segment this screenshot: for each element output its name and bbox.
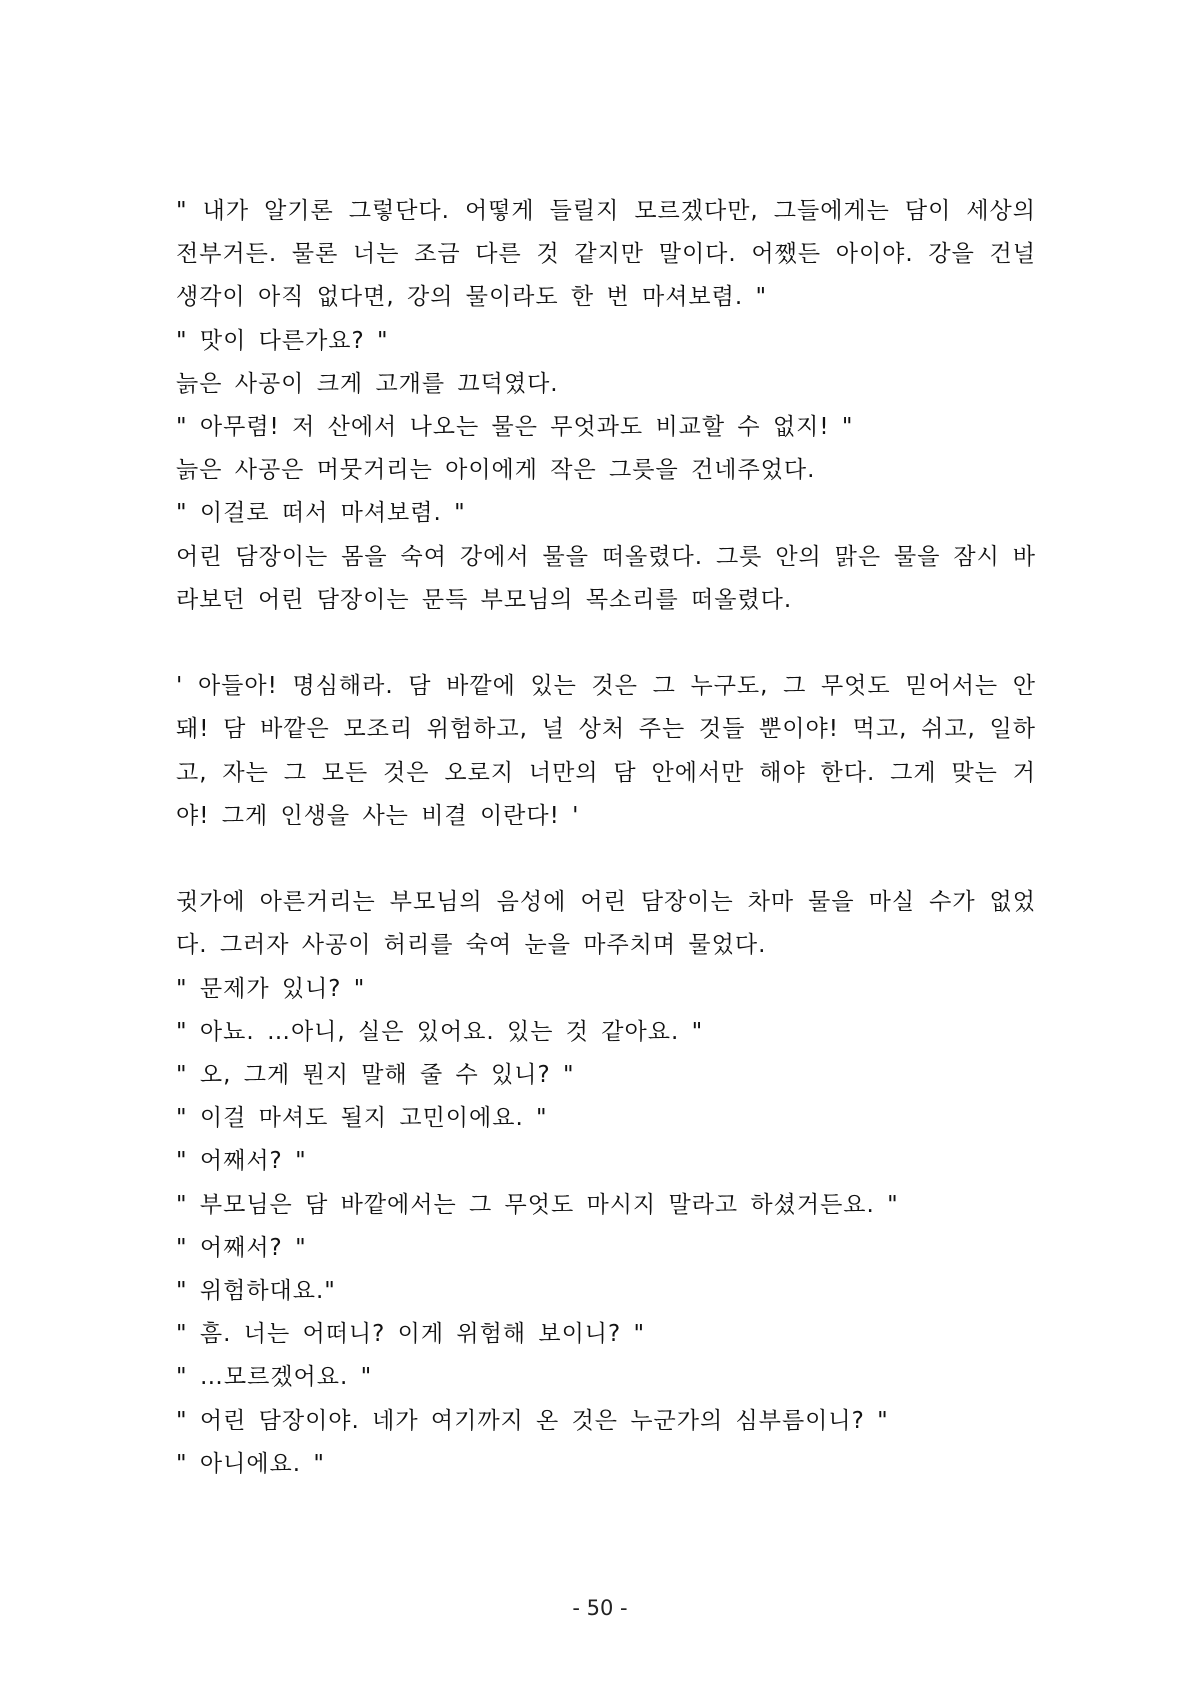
paragraph-5: 늙은 사공은 머뭇거리는 아이에게 작은 그릇을 건네주었다. <box>176 457 816 484</box>
blank-line <box>176 838 1036 881</box>
paragraph-15: " 이걸 마셔도 될지 고민이에요. " <box>176 1105 548 1132</box>
paragraph-22: " 어린 담장이야. 네가 여기까지 온 것은 누군가의 심부름이니? " <box>176 1407 889 1434</box>
paragraph-23: " 아니에요. " <box>176 1450 325 1477</box>
paragraph-4: " 아무렴! 저 산에서 나오는 물은 무엇과도 비교할 수 없지! " <box>176 414 854 441</box>
paragraph-2: " 맛이 다른가요? " <box>176 327 389 354</box>
paragraph-7: 어린 담장이는 몸을 숙여 강에서 물을 떠올렸다. 그릇 안의 맑은 물을 잠시 바라보던 어린 담장이는 문득 부모님의 목소리를 떠올렸다. <box>176 543 1036 613</box>
paragraph-1: " 내가 알기론 그렇단다. 어떻게 들릴지 모르겠다만, 그들에게는 담이 세상의 전부거든. 물론 너는 조금 다른 것 같지만 말이다. 어쨌든 아이야. 강을 건널 생각이 아직 없다면, 강의 물이라도 한 번 마셔보렴. " <box>176 198 1036 311</box>
paragraph-17: " 부모님은 담 바깥에서는 그 무엇도 마시지 말라고 하셨거든요. " <box>176 1191 899 1218</box>
blank-line <box>176 622 1036 665</box>
paragraph-13: " 아뇨. …아니, 실은 있어요. 있는 것 같아요. " <box>176 1018 704 1045</box>
paragraph-12: " 문제가 있니? " <box>176 975 366 1002</box>
paragraph-14: " 오, 그게 뭔지 말해 줄 수 있니? " <box>176 1062 575 1089</box>
paragraph-20: " 흠. 너는 어떠니? 이게 위험해 보이니? " <box>176 1321 646 1348</box>
paragraph-9: ' 아들아! 명심해라. 담 바깥에 있는 것은 그 누구도, 그 무엇도 믿어서는 안 돼! 담 바깥은 모조리 위험하고, 널 상처 주는 것들 뿐이야! 먹고, 쉬고, 일하고, 자는 그 모든 것은 오로지 너만의 담 안에서만 해야 한다. 그게 맞는 거야! 그게 인생을 사는 비결 이란다! ' <box>176 673 1036 829</box>
paragraph-11: 귓가에 아른거리는 부모님의 음성에 어린 담장이는 차마 물을 마실 수가 없었다. 그러자 사공이 허리를 숙여 눈을 마주치며 물었다. <box>176 889 1036 959</box>
paragraph-16: " 어째서? " <box>176 1148 307 1175</box>
paragraph-21: " …모르겠어요. " <box>176 1364 373 1391</box>
paragraph-6: " 이걸로 떠서 마셔보렴. " <box>176 500 466 527</box>
page-number: - 50 - <box>572 1596 628 1620</box>
paragraph-18: " 어째서? " <box>176 1234 307 1261</box>
body-text <box>176 190 1036 1486</box>
paragraph-3: 늙은 사공이 크게 고개를 끄덕였다. <box>176 370 559 397</box>
paragraph-19: " 위험하대요." <box>176 1278 336 1305</box>
